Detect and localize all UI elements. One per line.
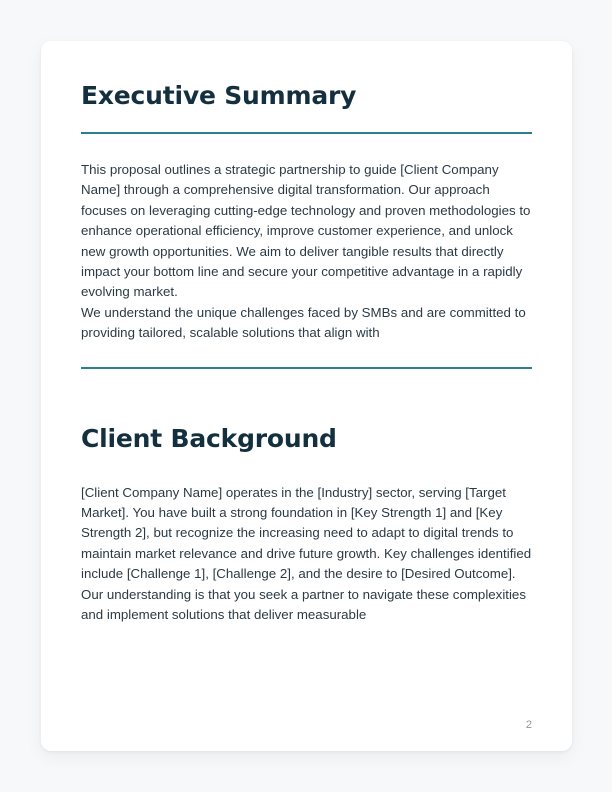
document-page <box>41 41 572 751</box>
paragraph: We understand the unique challenges faced by SMBs and are committed to providing tailored, scalable solutions that align with <box>81 304 526 341</box>
page-number: 2 <box>525 719 532 731</box>
paragraph: [Client Company Name] operates in the [Industry] sector, serving [Target Market]. You have built a strong foundation in [Key Strength 1] and [Key Strength 2], but recognize the increasing need to adapt to digital trends to maintain market relevance and drive future growth. Key challenges identified include [Challenge 1], [Challenge 2], and the desire to [Desired Outcome]. Our understanding is that you seek a partner to navigate these complexities and implement solutions that deliver measurable <box>81 484 532 623</box>
section-divider-executive-summary <box>81 132 532 134</box>
section-executive-summary <box>81 81 532 369</box>
page-content <box>81 81 532 626</box>
section-title-executive-summary: Executive Summary <box>81 81 357 110</box>
section-spacer <box>81 369 532 424</box>
section-body-client-background <box>81 483 532 626</box>
section-title-client-background: Client Background <box>81 423 337 453</box>
section-client-background <box>81 424 532 626</box>
paragraph: This proposal outlines a strategic partnership to guide [Client Company Name] through a comprehensive digital transformation. Our approach focuses on leveraging cutting-edge technology and proven methodologies to enhance operational efficiency, improve customer experience, and unlock new growth opportunities. We aim to deliver tangible results that directly impact your bottom line and secure your competitive advantage in a rapidly evolving market. <box>81 162 531 300</box>
section-body-executive-summary <box>81 160 532 344</box>
